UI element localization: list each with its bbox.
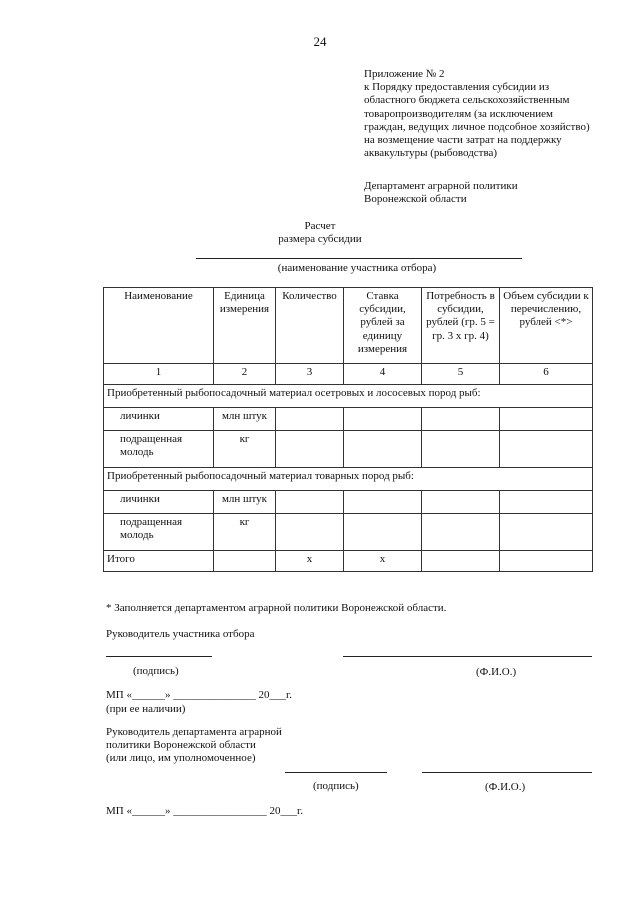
table-row — [104, 491, 593, 514]
column-number: 4 — [344, 364, 422, 385]
total-quantity-mark: x — [276, 551, 344, 572]
total-label: Итого — [104, 551, 214, 572]
cell-quantity[interactable] — [276, 431, 344, 468]
column-number: 2 — [214, 364, 276, 385]
dept-fio-label: (Ф.И.О.) — [485, 781, 526, 793]
dept-head-block — [106, 726, 282, 766]
total-rate-mark: x — [344, 551, 422, 572]
header-amount: Объем субсидии к перечислению, рублей <*> — [500, 288, 593, 364]
stamp-note: (при ее наличии) — [106, 703, 186, 715]
table-header-row — [104, 288, 593, 364]
cell-rate[interactable] — [344, 431, 422, 468]
cell-amount[interactable] — [500, 491, 593, 514]
annex-line: к Порядку предоставления субсидии из — [364, 81, 550, 94]
row-unit: млн штук — [214, 408, 276, 431]
table-row — [104, 408, 593, 431]
cell-rate[interactable] — [344, 491, 422, 514]
participant-signature-label: (подпись) — [133, 665, 179, 677]
total-row — [104, 551, 593, 572]
cell-need[interactable] — [422, 514, 500, 551]
cell-amount[interactable] — [500, 408, 593, 431]
annex-line: аквакультуры (рыбоводства) — [364, 147, 498, 160]
row-name: личинки — [104, 408, 214, 431]
annex-line: Приложение № 2 — [364, 68, 445, 80]
annex-line: областного бюджета сельскохозяйственным — [364, 94, 570, 107]
participant-fio-label: (Ф.И.О.) — [476, 666, 517, 678]
annex-line: товаропроизводителям (за исключением — [364, 107, 554, 120]
section-title-commercial: Приобретенный рыбопосадочный материал товарных пород рыб: — [104, 468, 593, 491]
participant-fio-line[interactable] — [343, 656, 592, 657]
dept-head-line: политики Воронежской области — [106, 739, 256, 752]
column-number: 6 — [500, 364, 593, 385]
cell-quantity[interactable] — [276, 491, 344, 514]
row-name: подращенная молодь — [104, 431, 214, 468]
participant-signature-line[interactable] — [106, 656, 212, 657]
section-row — [104, 385, 593, 408]
section-title-sturgeon: Приобретенный рыбопосадочный материал осетровых и лососевых пород рыб: — [104, 385, 593, 408]
cell-amount[interactable] — [500, 431, 593, 468]
column-number: 1 — [104, 364, 214, 385]
header-quantity: Количество — [276, 288, 344, 364]
row-name: личинки — [104, 491, 214, 514]
dept-signature-line[interactable] — [285, 772, 387, 773]
annex-header — [364, 68, 634, 160]
department-addressee — [364, 180, 518, 206]
cell-quantity[interactable] — [276, 514, 344, 551]
footnote: * Заполняется департаментом аграрной политики Воронежской области. — [106, 602, 447, 614]
header-need: Потребность в субсидии, рублей (гр. 5 = гр. 3 x гр. 4) — [422, 288, 500, 364]
total-unit — [214, 551, 276, 572]
column-number: 5 — [422, 364, 500, 385]
department-line: Воронежской области — [364, 193, 467, 206]
column-number-row — [104, 364, 593, 385]
document-title — [0, 220, 640, 246]
cell-rate[interactable] — [344, 514, 422, 551]
title-line-1: Расчет — [304, 220, 336, 232]
dept-signature-label: (подпись) — [313, 780, 359, 792]
row-unit: кг — [214, 514, 276, 551]
table-row — [104, 431, 593, 468]
header-rate: Ставка субсидии, рублей за единицу измерения — [344, 288, 422, 364]
participant-name-line[interactable] — [196, 258, 522, 259]
cell-need[interactable] — [422, 431, 500, 468]
dept-head-line: Руководитель департамента аграрной — [106, 726, 282, 738]
cell-need[interactable] — [422, 491, 500, 514]
participant-caption: (наименование участника отбора) — [277, 262, 437, 274]
column-number: 3 — [276, 364, 344, 385]
cell-quantity[interactable] — [276, 408, 344, 431]
cell-amount[interactable] — [500, 514, 593, 551]
subsidy-table — [103, 287, 593, 572]
annex-line: граждан, ведущих личное подсобное хозяйство) — [364, 120, 590, 133]
total-amount[interactable] — [500, 551, 593, 572]
department-line: Департамент аграрной политики — [364, 180, 518, 192]
header-name: Наименование — [104, 288, 214, 364]
stamp-date-line-2[interactable]: МП «______» _________________ 20___г. — [106, 805, 303, 817]
cell-need[interactable] — [422, 408, 500, 431]
row-name: подращенная молодь — [104, 514, 214, 551]
cell-rate[interactable] — [344, 408, 422, 431]
page-number: 24 — [313, 34, 327, 49]
section-row — [104, 468, 593, 491]
stamp-date-line[interactable]: МП «______» _______________ 20___г. — [106, 689, 292, 701]
row-unit: млн штук — [214, 491, 276, 514]
annex-line: на возмещение части затрат на поддержку — [364, 133, 562, 146]
participant-head-label: Руководитель участника отбора — [106, 628, 255, 640]
dept-head-line: (или лицо, им уполномоченное) — [106, 752, 256, 765]
dept-fio-line[interactable] — [422, 772, 592, 773]
total-need[interactable] — [422, 551, 500, 572]
table-row — [104, 514, 593, 551]
title-line-2: размера субсидии — [278, 233, 362, 246]
row-unit: кг — [214, 431, 276, 468]
header-unit: Единица измерения — [214, 288, 276, 364]
